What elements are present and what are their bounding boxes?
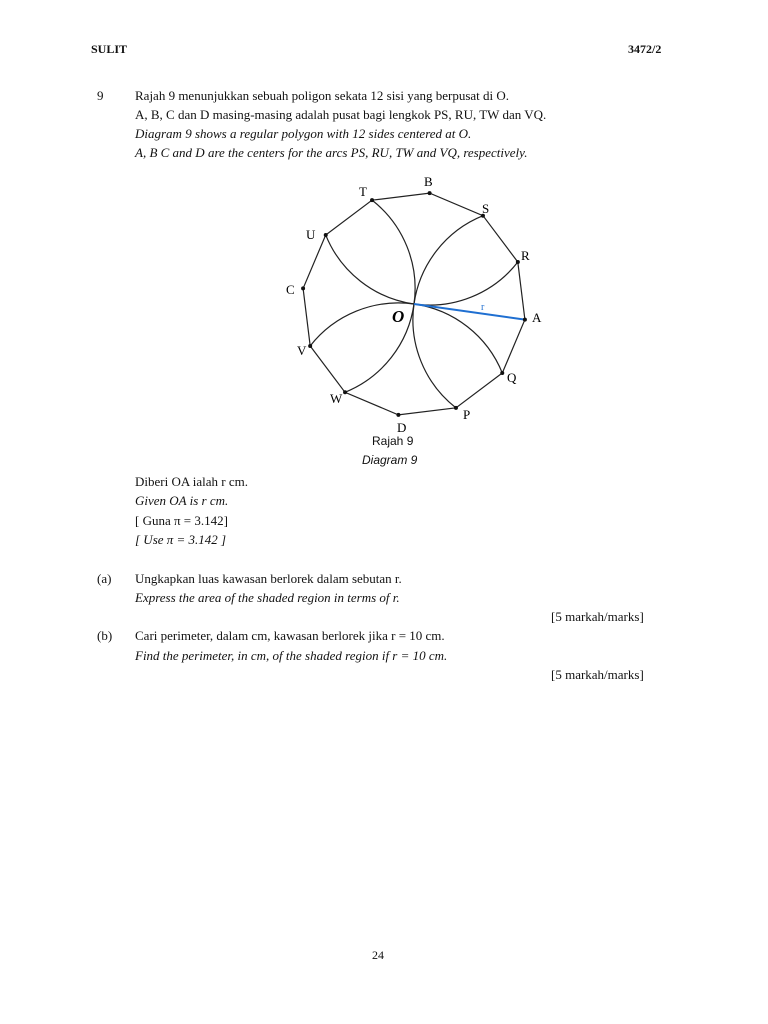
given-pi-en: [ Use π = 3.142 ] (135, 532, 227, 547)
page-number: 24 (372, 948, 384, 962)
label-s: S (482, 201, 490, 216)
label-a: A (532, 310, 542, 325)
label-t: T (359, 184, 367, 199)
part-a-marks: [5 markah/marks] (551, 609, 644, 624)
part-b-label: (b) (97, 628, 113, 643)
vertex-dot (500, 371, 504, 375)
vertex-dot (343, 390, 347, 394)
given-ms: Diberi OA ialah r cm. (135, 474, 248, 489)
vertex-dot (428, 191, 432, 195)
intro-en-line-1: Diagram 9 shows a regular polygon with 12 sides centered at O. (135, 126, 472, 141)
caption-ms: Rajah 9 (372, 434, 414, 448)
label-u: U (306, 227, 316, 242)
part-a-ms: Ungkapkan luas kawasan berlorek dalam sebutan r. (135, 571, 402, 586)
vertex-dot (301, 286, 305, 290)
label-v: V (297, 343, 307, 358)
given-en: Given OA is r cm. (135, 493, 229, 508)
vertex-dot (396, 413, 400, 417)
header-left: SULIT (91, 42, 128, 56)
vertex-dot (516, 260, 520, 264)
label-r-radius: r (481, 302, 485, 313)
part-b-en: Find the perimeter, in cm, of the shaded region if r = 10 cm. (135, 648, 448, 663)
label-b: B (424, 174, 433, 189)
part-b-ms: Cari perimeter, dalam cm, kawasan berlorek jika r = 10 cm. (135, 628, 445, 643)
intro-ms-line-2: A, B, C dan D masing-masing adalah pusat bagi lengkok PS, RU, TW dan VQ. (135, 107, 547, 122)
vertex-dot (324, 233, 328, 237)
dodecagon-diagram (283, 170, 553, 440)
label-w: W (330, 391, 343, 406)
part-a-en: Express the area of the shaded region in terms of r. (135, 590, 400, 605)
intro-ms-line-1: Rajah 9 menunjukkan sebuah poligon sekata 12 sisi yang berpusat di O. (135, 88, 510, 103)
given-pi-ms: [ Guna π = 3.142] (135, 513, 228, 528)
vertex-dot (370, 198, 374, 202)
question-number: 9 (97, 88, 104, 103)
label-q: Q (507, 370, 517, 385)
vertex-dot (523, 318, 527, 322)
label-c: C (286, 282, 295, 297)
vertex-dot (454, 406, 458, 410)
header-right: 3472/2 (628, 42, 662, 56)
part-b-marks: [5 markah/marks] (551, 667, 644, 682)
label-o: O (392, 307, 405, 326)
label-d: D (397, 420, 407, 435)
label-r: R (521, 248, 530, 263)
vertex-dot (308, 344, 312, 348)
intro-en-line-2: A, B C and D are the centers for the arcs PS, RU, TW and VQ, respectively. (135, 145, 528, 160)
label-p: P (463, 407, 471, 422)
part-a-label: (a) (97, 571, 112, 586)
caption-en: Diagram 9 (362, 453, 418, 467)
